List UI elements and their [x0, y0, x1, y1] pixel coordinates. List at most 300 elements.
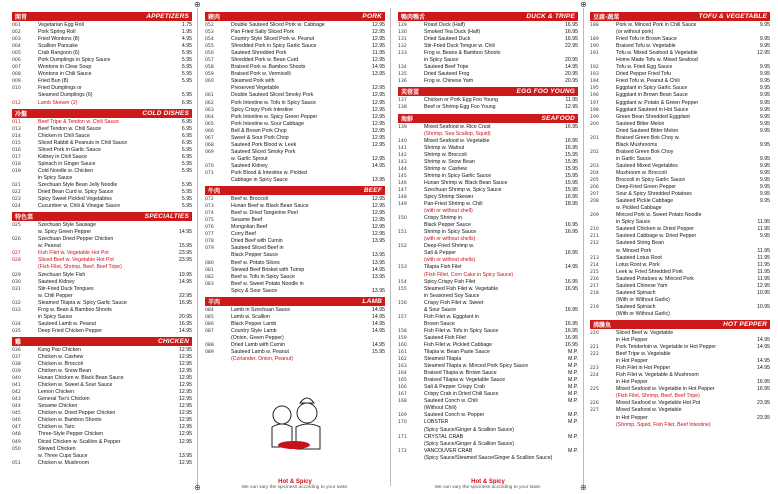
- item-code: 139: [398, 124, 407, 130]
- item-code: 220: [590, 330, 599, 336]
- item-name: Wontons in Chili Sauce: [38, 71, 92, 78]
- menu-item: [398, 356, 578, 363]
- item-name: Sauteed Pork Blood w. Leek: [231, 141, 297, 148]
- item-name: Dried Bean Curd w. Spicy Sauce: [38, 189, 114, 196]
- item-price: 10.95: [757, 303, 770, 310]
- item-price: 5.95: [181, 71, 192, 78]
- item-code: 188: [590, 23, 599, 28]
- menu-item: [590, 372, 770, 379]
- menu-item: [205, 260, 385, 267]
- item-code: 057: [205, 58, 214, 64]
- section-title-chinese: 芙蓉蛋: [401, 89, 420, 97]
- item-name: Deep Fried Chicken Pepper: [38, 327, 103, 334]
- menu-item: [590, 344, 770, 351]
- item-code: 051: [12, 460, 21, 466]
- menu-item: [205, 328, 385, 335]
- item-code: [12, 293, 38, 300]
- item-price: [558, 236, 578, 243]
- section-title-chinese: 海鮮: [401, 115, 414, 123]
- item-name: Mixed Seafood w. Vegetable: [424, 137, 490, 144]
- item-name: Mongolian Beef: [231, 224, 268, 231]
- menu-item: [590, 255, 770, 262]
- item-code: 226: [590, 401, 599, 407]
- item-code: 135: [398, 72, 407, 78]
- item-code: 202: [590, 149, 599, 155]
- menu-item: [12, 203, 192, 210]
- column-divider: [390, 8, 391, 486]
- item-price: 6.95: [181, 132, 192, 139]
- item-name: Beef or Shrimp Egg Foo Young: [424, 104, 496, 111]
- item-price: [750, 372, 770, 379]
- item-name: Sauteed String Bean: [616, 240, 664, 247]
- item-name: Sauteed Sliced Smoky Pork: [231, 148, 296, 155]
- section-title-chinese: 豆腐·蔬菜: [593, 14, 620, 21]
- crop-mark-icon: ⊕: [580, 483, 587, 492]
- menu-item: [398, 342, 578, 349]
- section-title-chinese: 牛肉: [208, 188, 221, 196]
- item-name: Bell & Brown Pork Chop: [231, 127, 287, 134]
- item-price: 14.95: [372, 64, 385, 71]
- menu-item: [205, 245, 385, 252]
- menu-item: [205, 335, 385, 342]
- item-name: Fried Tofu in Brown Sauce: [616, 36, 677, 43]
- item-code: 168: [398, 399, 407, 405]
- item-price: 5.95: [181, 78, 192, 85]
- menu-item: [205, 121, 385, 128]
- item-name: Stir-Fried Duck Tongues: [38, 285, 94, 292]
- item-code: 056: [205, 51, 214, 57]
- item-price: [750, 407, 770, 414]
- menu-item: [12, 229, 192, 236]
- item-price: 5.95: [181, 92, 192, 99]
- section-title-chinese: 沸騰魚: [593, 321, 612, 329]
- item-code: 157: [398, 314, 407, 320]
- item-code: [590, 128, 616, 135]
- menu-item: [205, 43, 385, 50]
- item-code: 003: [12, 37, 21, 43]
- item-name: Mixed Seafood w. Vegetable Hot Pot: [616, 400, 701, 407]
- menu-item: [398, 57, 578, 64]
- item-price: 9.95: [759, 85, 770, 92]
- item-code: 084: [205, 307, 214, 313]
- item-code: 075: [205, 218, 214, 224]
- menu-item: [590, 365, 770, 372]
- item-price: 12.95: [179, 424, 192, 431]
- menu-item: [12, 286, 192, 293]
- item-name: Pan Fried Salty Sliced Pork: [231, 29, 295, 36]
- menu-item: [398, 286, 578, 293]
- item-name: (Shrimp, Sea Scallop, Squid): [424, 130, 491, 137]
- menu-item: [12, 175, 192, 182]
- item-code: [590, 358, 616, 365]
- menu-item: [590, 78, 770, 85]
- item-code: 089: [205, 350, 214, 356]
- item-code: [398, 293, 424, 300]
- item-code: [12, 243, 38, 250]
- item-price: 12.95: [179, 438, 192, 445]
- item-code: 213: [590, 255, 599, 261]
- spiciness-note: We can vary the spiciness according to your taste.: [241, 485, 349, 490]
- menu-item: [398, 328, 578, 335]
- item-code: [398, 427, 424, 434]
- item-code: 212: [590, 241, 599, 247]
- item-price: 16.95: [565, 285, 578, 292]
- section-title: SPECIALTIES: [144, 213, 189, 221]
- item-code: 153: [398, 265, 407, 271]
- item-code: 195: [590, 86, 599, 92]
- item-price: 12.95: [179, 368, 192, 375]
- item-code: 164: [398, 371, 407, 377]
- item-name: (Spicy Sauce/Ginger & Scallion Sauce): [424, 440, 514, 447]
- item-name: Szechuan Style Sausage: [38, 222, 96, 229]
- item-price: 16.95: [565, 193, 578, 200]
- item-price: [558, 50, 578, 57]
- item-code: 028: [12, 258, 21, 264]
- item-code: 032: [12, 300, 21, 306]
- menu-item: [590, 379, 770, 386]
- item-name: in Hot Pepper: [616, 379, 648, 386]
- menu-item: [205, 217, 385, 224]
- item-price: 11.95: [565, 97, 578, 104]
- item-price: 9.95: [759, 191, 770, 198]
- item-name: in Seasoned Soy Sauce: [424, 292, 480, 299]
- menu-item: [398, 222, 578, 229]
- item-name: Curry Beef: [231, 231, 256, 238]
- item-price: M.P.: [568, 447, 578, 454]
- item-name: in Hot Pepper: [616, 337, 648, 344]
- menu-item: [205, 29, 385, 36]
- item-price: M.P.: [568, 370, 578, 377]
- item-code: 062: [205, 100, 214, 106]
- item-name: in Garlic Sauce: [616, 155, 652, 162]
- menu-item: [205, 321, 385, 328]
- item-code: 044: [12, 404, 21, 410]
- item-name: Tilapia Fish Filet: [424, 264, 462, 271]
- menu-item: [205, 64, 385, 71]
- item-price: M.P.: [568, 433, 578, 440]
- item-code: 138: [398, 105, 407, 111]
- item-name: Spicy Crispy Fish Filet: [424, 278, 476, 285]
- item-price: [750, 135, 770, 142]
- item-code: [398, 250, 424, 257]
- menu-item: [590, 43, 770, 50]
- crop-mark-icon: ⊕: [194, 0, 201, 9]
- menu-item: [398, 384, 578, 391]
- item-price: [558, 455, 578, 462]
- item-price: [172, 236, 192, 243]
- menu-item: [398, 215, 578, 222]
- item-price: 12.95: [372, 203, 385, 210]
- item-price: 23.95: [757, 414, 770, 421]
- menu-item: [398, 22, 578, 29]
- menu-item: [590, 135, 770, 142]
- item-code: [398, 321, 424, 328]
- item-price: 12.95: [179, 410, 192, 417]
- item-code: 136: [398, 79, 407, 85]
- item-code: 037: [12, 354, 21, 360]
- item-name: Dried Sauteed Frog: [424, 71, 470, 78]
- item-code: [398, 272, 424, 279]
- item-code: 132: [398, 44, 407, 50]
- menu-item: [12, 460, 192, 467]
- item-name: Crab Rangoon (6): [38, 50, 80, 57]
- item-price: 15.95: [565, 165, 578, 172]
- section-header: [12, 212, 192, 221]
- menu-item: [590, 262, 770, 269]
- menu-item: [12, 300, 192, 307]
- item-name: Fried Bun (8): [38, 78, 69, 85]
- item-price: 16.95: [565, 22, 578, 28]
- menu-item: [398, 349, 578, 356]
- menu-item: [205, 314, 385, 321]
- item-name: w. Three Cups Sauce: [38, 452, 88, 459]
- item-code: 189: [590, 37, 599, 43]
- menu-item: [12, 439, 192, 446]
- item-code: [12, 314, 38, 321]
- item-code: 009: [12, 79, 21, 85]
- item-code: [205, 356, 231, 363]
- item-name: (Fish Fillet, Corn Cake in Spicy Sauce): [424, 271, 514, 278]
- item-price: 6.95: [181, 139, 192, 146]
- item-code: 027: [12, 251, 21, 257]
- item-code: [398, 57, 424, 64]
- item-price: 15.95: [565, 151, 578, 158]
- item-code: 067: [205, 135, 214, 141]
- item-name: Sauteed Spinach: [616, 289, 656, 296]
- item-code: 143: [398, 159, 407, 165]
- menu-item: [205, 196, 385, 203]
- item-code: 133: [398, 51, 407, 57]
- item-code: 023: [12, 197, 21, 203]
- item-price: 23.95: [179, 250, 192, 257]
- item-price: 9.95: [759, 233, 770, 240]
- item-name: (Spicy Sauce/Ginger & Scallion Sauce): [424, 426, 514, 433]
- item-name: (With or Without Garlic): [616, 310, 670, 317]
- item-price: 9.95: [759, 43, 770, 50]
- item-price: 9.95: [759, 64, 770, 71]
- item-price: 4.95: [181, 36, 192, 43]
- menu-item: [398, 159, 578, 166]
- item-price: 11.95: [372, 50, 385, 57]
- item-price: 5.95: [181, 50, 192, 57]
- item-name: Sauteed Kidney: [38, 278, 75, 285]
- section-title-chinese: 羊肉: [208, 298, 221, 306]
- item-name: (Coriander, Onion, Peanut): [231, 356, 293, 363]
- item-price: 15.95: [565, 179, 578, 186]
- menu-item: [398, 448, 578, 455]
- item-code: 130: [398, 30, 407, 36]
- menu-item: [398, 104, 578, 111]
- item-name: Green Bean Shredded Eggplant: [616, 113, 690, 120]
- item-code: 146: [398, 180, 407, 186]
- item-price: 14.95: [372, 266, 385, 273]
- menu-item: [12, 133, 192, 140]
- item-price: 9.95: [759, 36, 770, 43]
- item-code: 208: [590, 199, 599, 205]
- menu-item: [398, 71, 578, 78]
- item-name: Shrimp w. Walnut: [424, 144, 465, 151]
- item-name: Eggplant w. Potato & Green Pepper: [616, 99, 699, 106]
- item-name: w. Peanut: [38, 243, 61, 250]
- menu-item: [398, 441, 578, 448]
- item-price: 12.95: [179, 375, 192, 382]
- item-code: 141: [398, 145, 407, 151]
- item-name: Pork Spring Roll: [38, 29, 76, 36]
- item-name: Fish Filet w. Vegetable & Mushroom: [616, 372, 699, 379]
- item-name: Braised Pork w. Vermicelli: [231, 71, 291, 78]
- item-price: 12.95: [179, 417, 192, 424]
- item-code: 160: [398, 342, 407, 348]
- item-price: 12.95: [372, 43, 385, 50]
- item-name: Eggplant in Spicy Garlic Sauce: [616, 85, 688, 92]
- item-code: [398, 455, 424, 462]
- item-price: 12.95: [372, 127, 385, 134]
- item-name: Kidney in Chili Sauce: [38, 153, 88, 160]
- item-name: CRYSTAL CRAB: [424, 433, 464, 440]
- menu-item: [12, 196, 192, 203]
- item-price: 12.95: [372, 196, 385, 203]
- item-price: [750, 149, 770, 156]
- item-name: Sauteed Conch w. Pepper: [424, 412, 485, 419]
- menu-item: [12, 375, 192, 382]
- item-price: [750, 240, 770, 247]
- menu-item: [12, 431, 192, 438]
- item-code: 005: [12, 51, 21, 57]
- item-name: Mixed Seafood w. Vegetable in Hot Pepper: [616, 386, 715, 393]
- menu-column-3: [398, 10, 578, 484]
- item-price: [365, 78, 385, 85]
- menu-item: [590, 114, 770, 121]
- item-code: 058: [205, 65, 214, 71]
- item-price: 11.95: [757, 247, 770, 254]
- item-price: 12.95: [372, 210, 385, 217]
- item-price: [172, 264, 192, 271]
- menu-item: [590, 177, 770, 184]
- item-name: Fish Filet w. Tofu in Spicy Sauce: [424, 327, 499, 334]
- item-name: Mixed Seafood w. Vegetable: [616, 407, 682, 414]
- item-price: 11.95: [757, 268, 770, 275]
- menu-item: [590, 219, 770, 226]
- item-price: 16.95: [565, 29, 578, 36]
- section-header: [12, 109, 192, 118]
- menu-item: [590, 107, 770, 114]
- menu-item: [398, 377, 578, 384]
- item-code: 055: [205, 44, 214, 50]
- item-code: [12, 175, 38, 182]
- item-name: w. Chili Pepper: [38, 292, 73, 299]
- item-price: 20.95: [565, 78, 578, 85]
- item-name: Sauteed Lamb w. Peanut: [38, 320, 96, 327]
- item-code: 192: [590, 65, 599, 71]
- item-name: Shrimp w. Cashew: [424, 165, 467, 172]
- item-code: [590, 311, 616, 318]
- item-price: 13.95: [372, 252, 385, 259]
- item-name: Crispy Shrimp in: [424, 215, 463, 222]
- item-price: 9.95: [759, 78, 770, 85]
- item-name: Szechuan Dried Pepper Chicken: [38, 236, 114, 243]
- item-price: 14.95: [179, 327, 192, 334]
- menu-item: [205, 135, 385, 142]
- menu-item: [12, 389, 192, 396]
- item-price: 14.95: [565, 64, 578, 71]
- item-code: 167: [398, 392, 407, 398]
- item-code: [590, 393, 616, 400]
- item-price: 12.95: [372, 217, 385, 224]
- item-price: 6.95: [181, 125, 192, 132]
- menu-item: [590, 205, 770, 212]
- menu-item: [590, 198, 770, 205]
- item-code: 221: [590, 345, 599, 351]
- menu-item: [398, 398, 578, 405]
- menu-item: [12, 347, 192, 354]
- item-code: 196: [590, 93, 599, 99]
- item-price: [172, 222, 192, 229]
- item-name: Sauteed Potatoes w. Minced Pork: [616, 275, 694, 282]
- item-code: 197: [590, 100, 599, 106]
- item-price: 1.75: [181, 22, 192, 28]
- menu-item: [12, 264, 192, 271]
- section-title: PORK: [362, 13, 382, 20]
- item-name: Three-Style Pepper Chicken: [38, 431, 104, 438]
- item-code: [590, 415, 616, 422]
- item-name: w. Garlic Sprout: [231, 155, 268, 162]
- item-code: 081: [205, 267, 214, 273]
- item-name: (or without pork): [616, 29, 654, 36]
- menu-item: [398, 236, 578, 243]
- item-price: 4.95: [181, 43, 192, 50]
- item-price: [172, 286, 192, 293]
- menu-item: [12, 417, 192, 424]
- menu-item: [205, 203, 385, 210]
- item-code: 033: [12, 307, 21, 313]
- item-name: Szechuan Style Fish: [38, 271, 86, 278]
- menu-item: [590, 248, 770, 255]
- item-price: 11.95: [757, 226, 770, 233]
- item-name: Dried Lamb with Cumin: [231, 341, 285, 348]
- item-name: Braised Green Bok Choy w.: [616, 134, 680, 141]
- item-name: in Spicy Sauce: [424, 57, 459, 64]
- menu-item: [398, 166, 578, 173]
- item-price: 11.95: [757, 219, 770, 226]
- item-code: 074: [205, 211, 214, 217]
- menu-item: [590, 422, 770, 429]
- menu-item: [398, 321, 578, 328]
- item-price: [172, 446, 192, 453]
- item-price: 16.95: [757, 379, 770, 386]
- item-name: Steamed Tilapia w. Spicy Garlic Sauce: [38, 299, 127, 306]
- item-price: 12.95: [757, 50, 770, 57]
- item-name: Diced Chicken w. Scallion & Pepper: [38, 438, 121, 445]
- item-name: Sauteed Bitter Melon: [616, 120, 665, 127]
- item-code: 214: [590, 262, 599, 268]
- section-title: LAMB: [362, 297, 382, 305]
- item-name: Steamed Fish Filet w. Vegetable: [424, 285, 499, 292]
- menu-item: [12, 272, 192, 279]
- item-code: 060: [205, 79, 214, 85]
- menu-item: [398, 173, 578, 180]
- chef-illustration: [252, 395, 342, 455]
- item-price: 18.95: [565, 201, 578, 208]
- menu-item: [590, 92, 770, 99]
- item-code: 015: [12, 140, 21, 146]
- item-name: Fried Wontons (8): [38, 36, 80, 43]
- menu-item: [205, 349, 385, 356]
- item-code: [590, 219, 616, 226]
- item-name: Braised Pork w. Bamboo Shoots: [231, 64, 306, 71]
- item-code: 209: [590, 213, 599, 219]
- item-price: 12.95: [372, 141, 385, 148]
- item-price: [172, 85, 192, 92]
